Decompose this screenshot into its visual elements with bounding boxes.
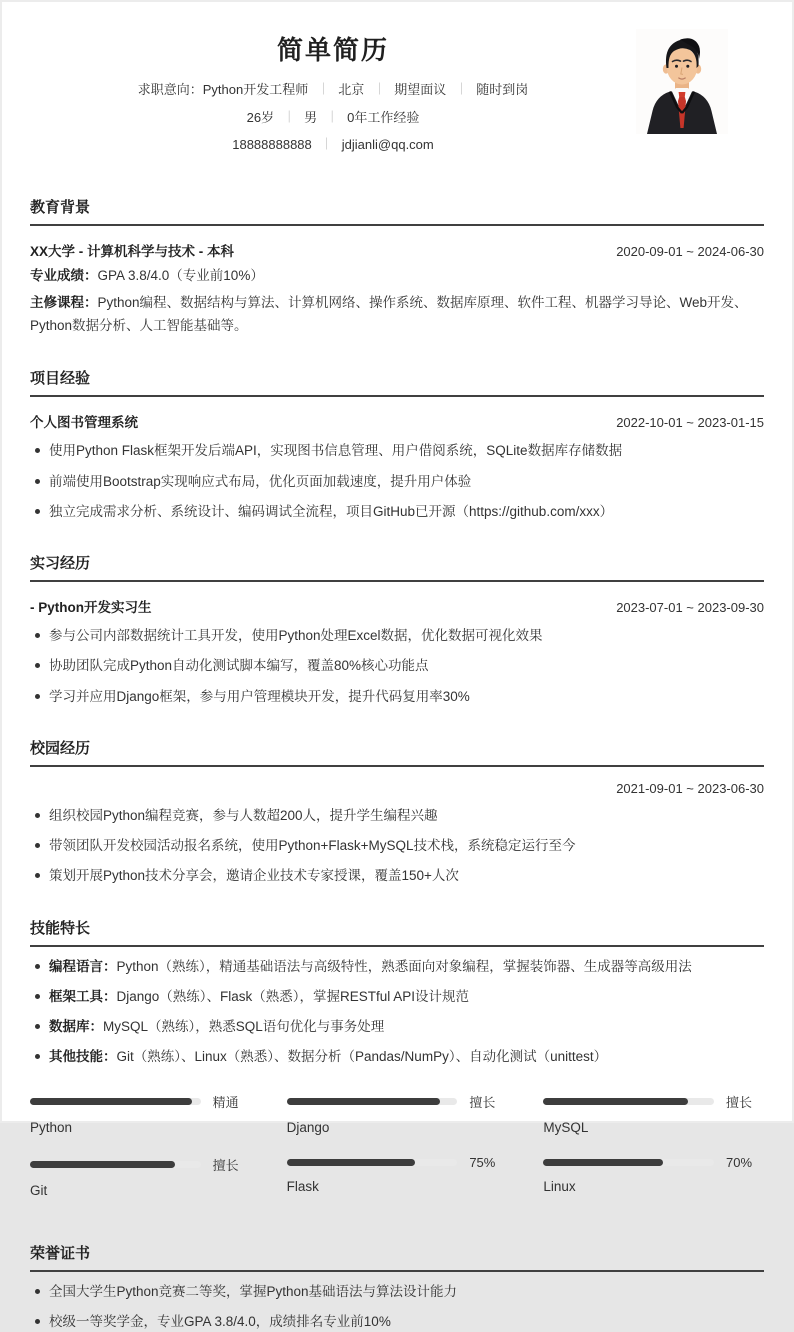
- list-item: 全国大学生Python竞赛二等奖，掌握Python基础语法与算法设计能力: [30, 1282, 764, 1302]
- section-honors: [30, 1242, 764, 1332]
- skill-bar-git: [30, 1155, 251, 1198]
- internship-entry-title: - Python开发实习生: [30, 600, 152, 616]
- experience-text: 0年工作经验: [347, 109, 420, 125]
- list-item: 协助团队完成Python自动化测试脚本编写，覆盖80%核心功能点: [30, 656, 764, 676]
- list-item: 前端使用Bootstrap实现响应式布局，优化页面加载速度，提升用户体验: [30, 472, 764, 492]
- list-item: [30, 957, 764, 977]
- progress-track: [543, 1098, 714, 1105]
- courses-value: Python编程、数据结构与算法、计算机网络、操作系统、数据库原理、软件工程、机器学习导论、Web开发、Python数据分析、人工智能基础等。: [30, 294, 748, 334]
- job-intent-availability: 随时到岗: [476, 82, 529, 97]
- section-heading-skills: 技能特长: [30, 917, 764, 947]
- project-entry-title: 个人图书管理系统: [30, 415, 138, 431]
- section-heading-campus: 校园经历: [30, 737, 764, 767]
- internship-entry-row: [30, 596, 764, 616]
- education-courses-row: [30, 291, 764, 337]
- skill-bar-python: [30, 1092, 251, 1135]
- progress-fill: [543, 1159, 662, 1166]
- section-heading-internship: 实习经历: [30, 552, 764, 582]
- education-entry-row: [30, 240, 764, 260]
- skill-bar-mysql: [543, 1092, 764, 1135]
- email-text: jdjianli@qq.com: [341, 137, 434, 153]
- skill-category-text: MySQL（熟练），熟悉SQL语句优化与事务处理: [103, 1019, 385, 1035]
- skill-category-label: 框架工具：: [49, 988, 117, 1004]
- header-text-block: [30, 28, 636, 154]
- list-item: [30, 1047, 764, 1067]
- internship-bullet-list: [30, 626, 764, 707]
- skill-level-label: 擅长: [212, 1157, 239, 1173]
- skill-name: Flask: [286, 1178, 319, 1194]
- gpa-label: 专业成绩：: [30, 267, 98, 283]
- list-item: [30, 1017, 764, 1037]
- list-item: 独立完成需求分析、系统设计、编码调试全流程，项目GitHub已开源（https://github.com/xxx）: [30, 502, 764, 522]
- skill-category-label: 其他技能：: [49, 1049, 117, 1065]
- resume-header: [30, 28, 764, 154]
- skill-level-label: 擅长: [469, 1094, 496, 1110]
- progress-fill: [287, 1098, 441, 1105]
- skill-name: MySQL: [543, 1119, 589, 1135]
- skill-name: Linux: [543, 1178, 576, 1194]
- section-projects: [30, 367, 764, 522]
- list-item: 学习并应用Django框架，参与用户管理模块开发，提升代码复用率30%: [30, 687, 764, 707]
- section-heading-honors: 荣誉证书: [30, 1242, 764, 1272]
- separator-bar: ｜: [455, 82, 468, 96]
- skill-name: Git: [30, 1182, 48, 1198]
- list-item: 策划开展Python技术分享会，邀请企业技术专家授课，覆盖150+人次: [30, 866, 764, 886]
- section-campus: [30, 737, 764, 887]
- skill-bar-flask: [287, 1155, 508, 1198]
- list-item: 带领团队开发校园活动报名系统，使用Python+Flask+MySQL技术栈，系统稳定运行至今: [30, 836, 764, 856]
- gender-text: 男: [304, 109, 318, 125]
- skill-name: Python: [30, 1119, 73, 1135]
- skill-category-label: 数据库：: [49, 1019, 103, 1035]
- progress-track: [287, 1159, 458, 1166]
- project-bullet-list: [30, 441, 764, 522]
- education-gpa-row: [30, 264, 764, 287]
- progress-track: [543, 1159, 714, 1166]
- list-item: 组织校园Python编程竞赛，参与人数超200人，提升学生编程兴趣: [30, 806, 764, 826]
- personal-info-line: [30, 109, 636, 127]
- separator-bar: ｜: [373, 82, 386, 96]
- separator-bar: ｜: [326, 109, 339, 124]
- courses-label: 主修课程：: [30, 294, 98, 310]
- campus-entry-row: [30, 781, 764, 796]
- campus-date-range: 2021-09-01 ~ 2023-06-30: [616, 780, 764, 796]
- internship-date-range: 2023-07-01 ~ 2023-09-30: [616, 600, 764, 616]
- skill-category-text: Python（熟练），精通基础语法与高级特性，熟悉面向对象编程，掌握装饰器、生成器等高级用法: [116, 958, 692, 974]
- section-heading-education: 教育背景: [30, 196, 764, 226]
- skill-level-label: 擅长: [726, 1094, 753, 1110]
- skill-category-text: Django（熟练）、Flask（熟悉），掌握RESTful API设计规范: [116, 988, 470, 1004]
- progress-track: [30, 1161, 201, 1168]
- job-intent-city: 北京: [338, 82, 365, 97]
- page-title: 简单简历: [276, 35, 389, 65]
- avatar-illustration: [636, 29, 728, 134]
- separator-bar: ｜: [317, 82, 330, 96]
- progress-fill: [543, 1098, 688, 1105]
- job-intent-position: Python开发工程师: [202, 82, 309, 97]
- list-item: 参与公司内部数据统计工具开发，使用Python处理Excel数据，优化数据可视化效果: [30, 626, 764, 646]
- education-date-range: 2020-09-01 ~ 2024-06-30: [616, 243, 764, 259]
- skill-level-label: 70%: [726, 1154, 753, 1170]
- skill-level-label: 精通: [212, 1094, 239, 1110]
- skill-bars-grid: [30, 1092, 764, 1218]
- phone-text: 18888888888: [232, 137, 312, 153]
- skills-bullet-list: [30, 957, 764, 1068]
- skill-bar-linux: [543, 1155, 764, 1198]
- separator-bar: ｜: [283, 109, 296, 124]
- progress-fill: [30, 1098, 192, 1105]
- skill-category-label: 编程语言：: [49, 958, 117, 974]
- age-text: 26岁: [246, 109, 275, 125]
- section-education: [30, 196, 764, 338]
- skill-name: Django: [286, 1119, 330, 1135]
- skill-level-label: 75%: [469, 1154, 496, 1170]
- progress-fill: [30, 1161, 175, 1168]
- separator-bar: ｜: [320, 137, 333, 152]
- progress-track: [287, 1098, 458, 1105]
- progress-fill: [287, 1159, 415, 1166]
- campus-bullet-list: [30, 806, 764, 887]
- list-item: 校级一等奖学金，专业GPA 3.8/4.0，成绩排名专业前10%: [30, 1312, 764, 1332]
- skill-bar-django: [287, 1092, 508, 1135]
- job-intent-prefix: 求职意向：: [137, 82, 203, 97]
- profile-photo: [636, 29, 728, 134]
- honors-bullet-list: [30, 1282, 764, 1332]
- list-item: 使用Python Flask框架开发后端API，实现图书信息管理、用户借阅系统，SQLite数据库存储数据: [30, 441, 764, 461]
- section-internship: [30, 552, 764, 707]
- list-item: [30, 987, 764, 1007]
- project-date-range: 2022-10-01 ~ 2023-01-15: [616, 415, 764, 431]
- contact-info-line: [30, 136, 636, 154]
- job-intent-salary: 期望面议: [394, 82, 447, 97]
- project-entry-row: [30, 411, 764, 431]
- job-intent-line: [30, 81, 636, 99]
- education-entry-title: XX大学 - 计算机科学与技术 - 本科: [30, 243, 235, 259]
- skill-category-text: Git（熟练）、Linux（熟悉）、数据分析（Pandas/NumPy）、自动化测试（unittest）: [116, 1049, 608, 1065]
- section-heading-projects: 项目经验: [30, 367, 764, 397]
- gpa-value: GPA 3.8/4.0（专业前10%）: [97, 267, 264, 283]
- progress-track: [30, 1098, 201, 1105]
- section-skills: [30, 917, 764, 1218]
